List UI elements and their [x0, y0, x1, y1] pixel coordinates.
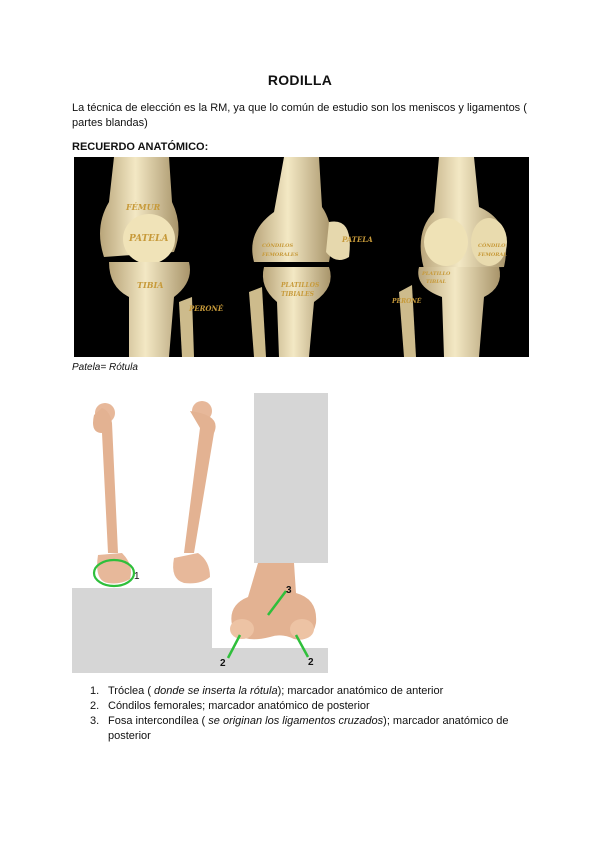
knee-anatomy-image [74, 157, 529, 357]
label-perone-side: PERONÉ [392, 298, 422, 305]
marker-2-right: 2 [308, 657, 314, 668]
label-condilos-side-1: CÓNDILOS [262, 243, 294, 249]
list-item: 1. Tróclea ( donde se inserta la rótula); marcador anatómico de anterior [90, 685, 444, 697]
label-perone-front: PERONÉ [189, 304, 224, 313]
label-platillos-side-1: PLATILLOS [281, 282, 320, 289]
section-heading: RECUERDO ANATÓMICO: [72, 141, 209, 153]
intro-paragraph: La técnica de elección es la RM, ya que lo común de estudio son los meniscos y ligamentos ( partes blandas) [72, 102, 527, 129]
marker-1: 1 [134, 571, 140, 582]
gray-panel-top-right [254, 393, 328, 563]
list-item: 3. Fosa intercondílea ( se originan los ligamentos cruzados); marcador anatómico de posterior [90, 715, 509, 742]
label-patela-front: PATELA [129, 234, 169, 244]
label-tibia: TIBIA [137, 280, 164, 290]
femur-figure [72, 393, 328, 673]
label-condilos-side-2: FEMORALES [262, 252, 299, 258]
markers-list [90, 684, 530, 744]
femur-anterior-bone [93, 403, 131, 584]
page-title: RODILLA [267, 72, 333, 88]
image-caption: Patela= Rótula [72, 362, 138, 373]
marker-3: 3 [286, 585, 292, 596]
label-condilo-back-2: FEMORAL [478, 252, 507, 258]
label-platillos-side-2: TIBIALES [281, 291, 314, 298]
list-item: 2. Cóndilos femorales; marcador anatómico de posterior [90, 700, 370, 712]
gray-panel-bottom-left [72, 588, 212, 673]
label-platillo-back-2: TIBIAL [426, 279, 447, 285]
femur-posterior-bone [173, 401, 215, 583]
label-patela-side: PATELA [342, 235, 373, 244]
label-condilo-back-1: CÓNDILO [478, 243, 506, 249]
knee-front-view [100, 157, 194, 357]
marker-2-left: 2 [220, 658, 226, 669]
label-platillo-back-1: PLATILLO [422, 271, 451, 277]
label-femur: FÉMUR [126, 202, 161, 212]
